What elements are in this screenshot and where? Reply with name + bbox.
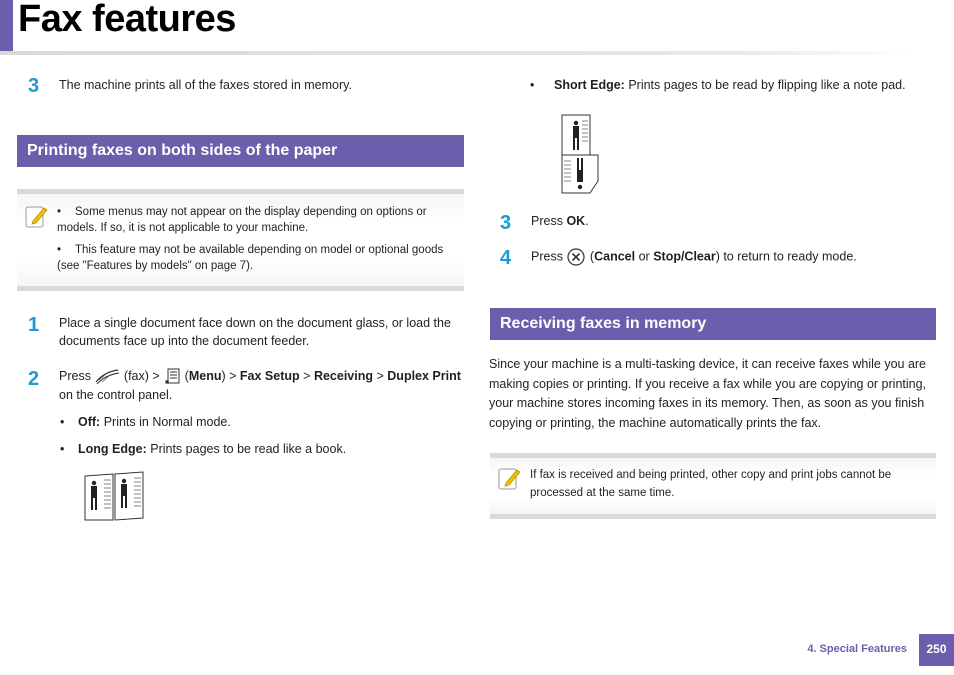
step-number: 2 — [28, 368, 40, 390]
page-title: Fax features — [18, 0, 236, 40]
step-text: The machine prints all of the faxes stored in memory. — [59, 78, 352, 92]
note-pencil-icon — [25, 204, 49, 230]
note-box — [490, 453, 936, 519]
title-divider — [0, 51, 915, 55]
step-number: 1 — [28, 314, 40, 336]
note-box — [17, 189, 464, 291]
long-edge-book-illustration — [82, 470, 146, 522]
option-item: • Short Edge: Prints pages to be read by flipping like a note pad. — [530, 78, 906, 92]
cancel-stop-icon — [566, 247, 586, 267]
step-text: Place a single document face down on the document glass, or load the documents face up into the document feeder. — [59, 316, 451, 348]
option-item: • Long Edge: Prints pages to be read like a book. — [60, 442, 347, 456]
page-number: 250 — [919, 634, 954, 666]
option-item: • Off: Prints in Normal mode. — [60, 415, 231, 429]
step-number: 3 — [500, 212, 512, 234]
step-number: 3 — [28, 75, 40, 97]
fax-icon — [94, 368, 120, 386]
title-accent-bar — [0, 0, 13, 52]
footer-chapter: 4. Special Features — [807, 643, 907, 655]
short-edge-notepad-illustration — [558, 113, 602, 195]
menu-icon — [163, 368, 181, 386]
note-pencil-icon — [498, 466, 522, 492]
step-text: Press (fax) > (Menu) > Fax Setup > Receiving > Duplex Print on the control panel. — [59, 369, 461, 402]
section-heading-duplex: Printing faxes on both sides of the paper — [17, 135, 464, 167]
note-text: If fax is received and being printed, other copy and print jobs cannot be processed at the same time. — [530, 469, 892, 499]
note-item: • Some menus may not appear on the display depending on options or models. If so, it is not applicable to your machine. — [57, 206, 427, 234]
step-text: Press (Cancel or Stop/Clear) to return to ready mode. — [531, 247, 936, 267]
section-heading-memory: Receiving faxes in memory — [490, 308, 936, 340]
body-paragraph: Since your machine is a multi-tasking device, it can receive faxes while you are making copies or printing. If you receive a fax while you are copying or printing, your machine stores incoming faxes in its memory. Then, as soon as you finish copying or printing, the machine automatically prints the fax. — [489, 357, 927, 430]
step-number: 4 — [500, 247, 512, 269]
step-text: Press OK. — [531, 214, 589, 228]
note-item: • This feature may not be available depending on model or optional goods (see "Features by models" on page 7). — [57, 244, 444, 272]
